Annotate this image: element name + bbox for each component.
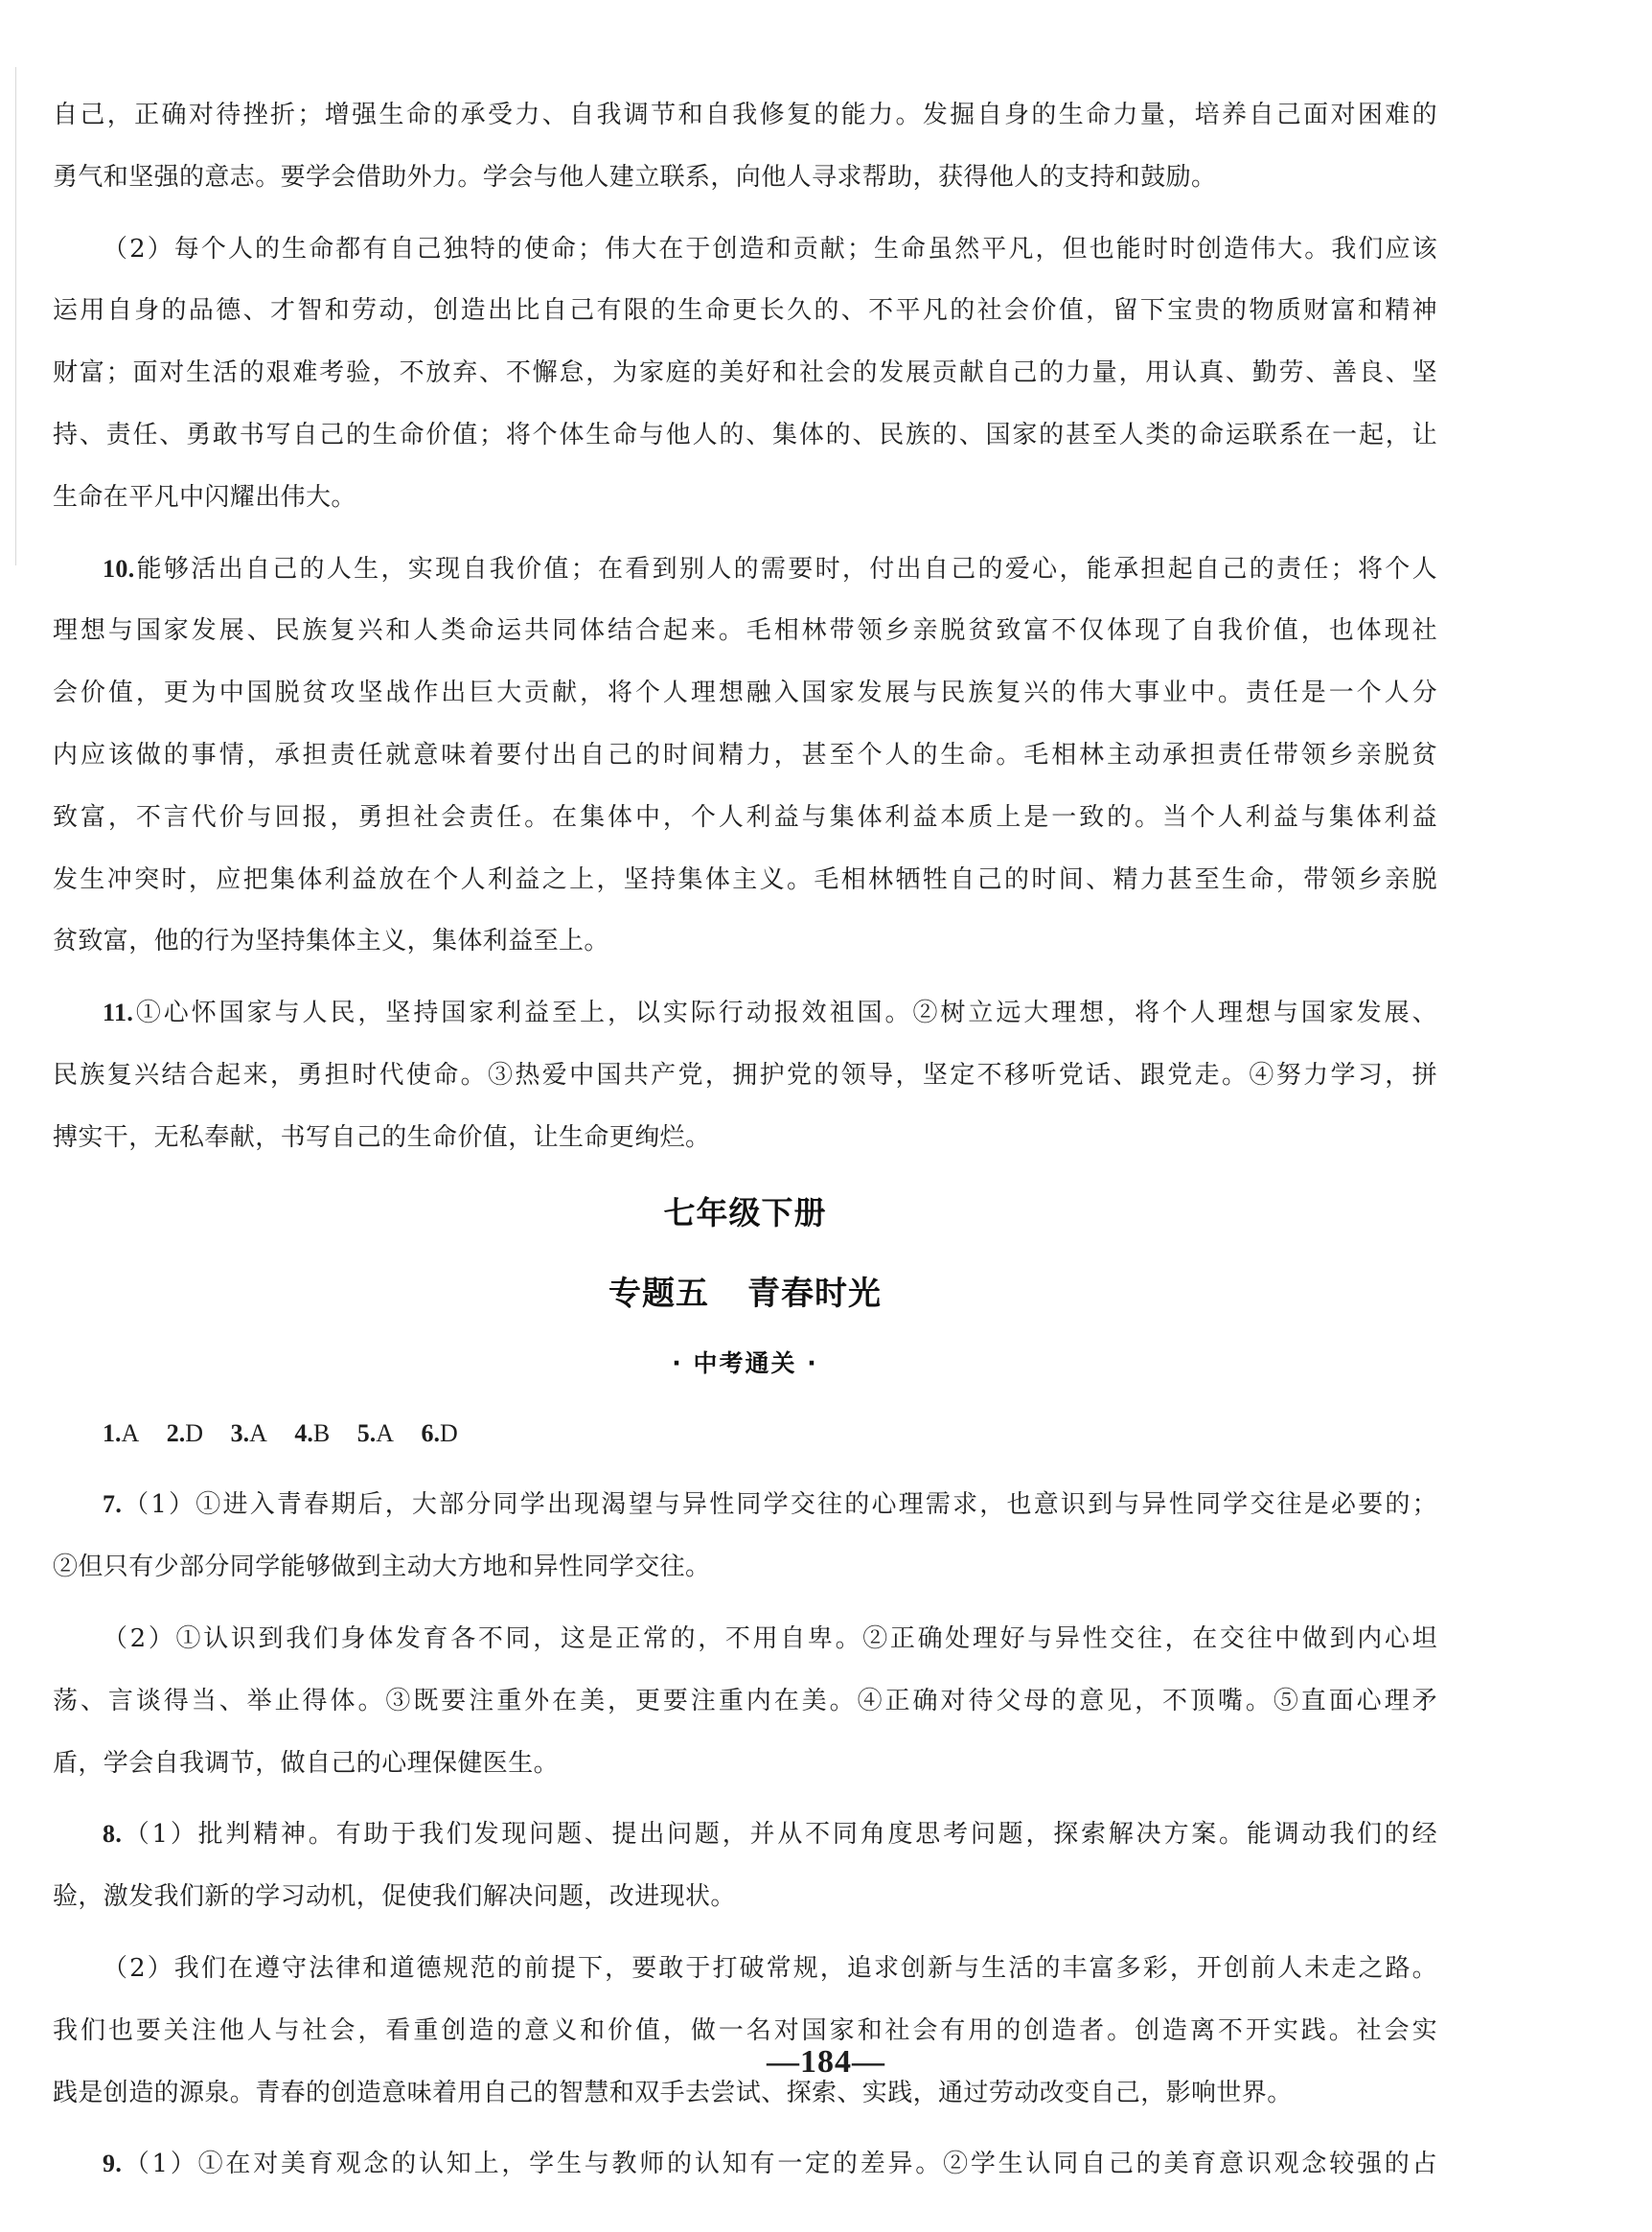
text-line: ②但只有少部分同学能够做到主动大方地和异性同学交往。 [53, 1553, 711, 1582]
answer-item: 3.A [230, 1418, 267, 1447]
text-line: 生命在平凡中闪耀出伟大。 [53, 482, 356, 512]
text-line: 搏实干，无私奉献，书写自己的生命价值，让生命更绚烂。 [53, 1122, 711, 1152]
topic-heading [53, 1275, 1437, 1313]
question-text: （1）①进入青春期后，大部分同学出现渴望与异性同学交往的心理需求，也意识到与异性同学交往是必要的； [122, 1490, 1437, 1520]
text-line: 贫致富，他的行为坚持集体主义，集体利益至上。 [53, 927, 609, 956]
multiple-choice-answers [53, 1403, 1437, 1465]
text-line: 践是创造的源泉。青春的创造意味着用自己的智慧和双手去尝试、探索、实践，通过劳动改变自己，影响世界。 [53, 2078, 1293, 2107]
text-line: 民族复兴结合起来，勇担时代使命。③热爱中国共产党，拥护党的领导，坚定不移听党话、跟党走。④努力学习，拼 [53, 1060, 1437, 1090]
text-line: 盾，学会自我调节，做自己的心理保健医生。 [53, 1748, 560, 1778]
answer-content [53, 84, 1437, 2196]
text-line: 会价值，更为中国脱贫攻坚战作出巨大贡献，将个人理想融入国家发展与民族复兴的伟大事业中。责任是一个人分 [53, 679, 1437, 708]
question-10 [53, 539, 1437, 601]
question-text: 能够活出自己的人生，实现自我价值；在看到别人的需要时，付出自己的爱心，能承担起自己的责任；将个人 [134, 554, 1437, 584]
scan-edge-line [15, 67, 16, 565]
text-line: （2）我们在遵守法律和道德规范的前提下，要敢于打破常规，追求创新与生活的丰富多彩，开创前人未走之路。 [103, 1953, 1437, 1983]
question-number: 7. [103, 1490, 123, 1519]
text-line: 理想与国家发展、民族复兴和人类命运共同体结合起来。毛相林带领乡亲脱贫致富不仅体现了自我价值，也体现社 [53, 616, 1437, 646]
answer-item: 6.D [421, 1418, 458, 1447]
topic-title: 青春时光 [747, 1274, 882, 1313]
text-line: 验，激发我们新的学习动机，促使我们解决问题，改进现状。 [53, 1882, 736, 1912]
grade-heading: 七年级下册 [663, 1193, 827, 1231]
text-line: 自己，正确对待挫折；增强生命的承受力、自我调节和自我修复的能力。发掘自身的生命力量，培养自己面对困难的 [53, 101, 1437, 129]
question-text: （1）①在对美育观念的认知上，学生与教师的认知有一定的差异。②学生认同自己的美育意识观念较强的占 [122, 2150, 1437, 2179]
text-line: 荡、言谈得当、举止得体。③既要注重外在美，更要注重内在美。④正确对待父母的意见，不顶嘴。⑤直面心理矛 [53, 1686, 1437, 1715]
question-number: 9. [103, 2150, 123, 2178]
question-number: 8. [103, 1820, 123, 1849]
text-line: 勇气和坚强的意志。要学会借助外力。学会与他人建立联系，向他人寻求帮助，获得他人的支持和鼓励。 [53, 162, 1217, 192]
answer-item: 1.A [103, 1418, 140, 1447]
text-line: 我们也要关注他人与社会，看重创造的意义和价值，做一名对国家和社会有用的创造者。创造离不开实践。社会实 [53, 2015, 1437, 2045]
text-line: （2）①认识到我们身体发育各不同，这是正常的，不用自卑。②正确处理好与异性交往，在交往中做到内心坦 [103, 1623, 1437, 1653]
text-line: 运用自身的品德、才智和劳动，创造出比自己有限的生命更长久的、不平凡的社会价值，留下宝贵的物质财富和精神 [53, 296, 1437, 326]
question-7 [53, 1474, 1437, 1536]
text-line: （2）每个人的生命都有自己独特的使命；伟大在于创造和贡献；生命虽然平凡，但也能时时创造伟大。我们应该 [103, 234, 1437, 264]
text-line: 致富，不言代价与回报，勇担社会责任。在集体中，个人利益与集体利益本质上是一致的。当个人利益与集体利益 [53, 802, 1437, 832]
question-11 [53, 982, 1437, 1045]
question-text: （1）批判精神。有助于我们发现问题、提出问题，并从不同角度思考问题，探索解决方案。能调动我们的经 [122, 1820, 1437, 1850]
question-8 [53, 1804, 1437, 1866]
text-line: 内应该做的事情，承担责任就意味着要付出自己的时间精力，甚至个人的生命。毛相林主动承担责任带领乡亲脱贫 [53, 740, 1437, 770]
question-9 [53, 2133, 1437, 2196]
topic-label: 专题五 [608, 1274, 709, 1313]
text-line: 发生冲突时，应把集体利益放在个人利益之上，坚持集体主义。毛相林牺牲自己的时间、精力甚至生命，带领乡亲脱 [53, 864, 1437, 894]
text-line: 持、责任、勇敢书写自己的生命价值；将个体生命与他人的、集体的、民族的、国家的甚至人类的命运联系在一起，让 [53, 420, 1437, 449]
question-number: 11. [103, 999, 134, 1027]
answer-item: 2.D [166, 1418, 204, 1447]
answer-item: 5.A [356, 1418, 394, 1447]
page-number: —184— [767, 2044, 885, 2080]
question-number: 10. [103, 554, 135, 583]
text-line: 财富；面对生活的艰难考验，不放弃、不懈怠，为家庭的美好和社会的发展贡献自己的力量，用认真、勤劳、善良、坚 [53, 358, 1437, 388]
subsection-heading: · 中考通关 · [672, 1348, 818, 1377]
answer-item: 4.B [294, 1418, 331, 1447]
question-text: ①心怀国家与人民，坚持国家利益至上，以实际行动报效祖国。②树立远大理想，将个人理想与国家发展、 [133, 999, 1437, 1028]
